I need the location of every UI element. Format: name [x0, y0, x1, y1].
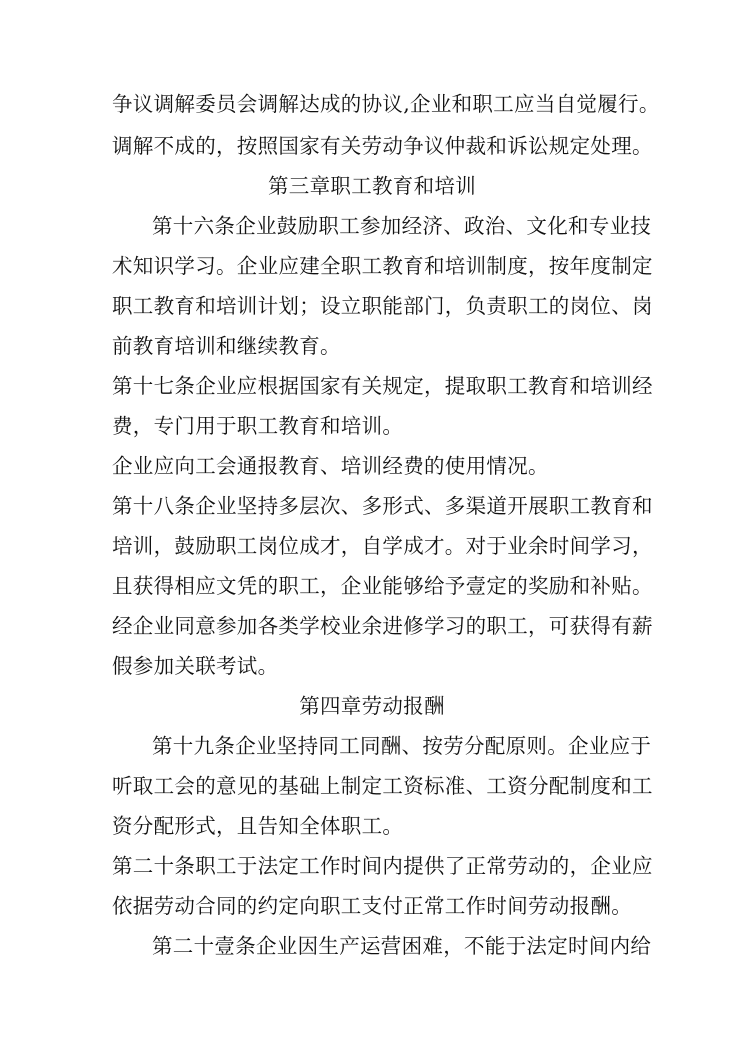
- text-line: 第二十壹条企业因生产运营困难，不能于法定时间内给: [152, 934, 652, 958]
- text-line: 调解不成的，按照国家有关劳动争议仲裁和诉讼规定处理。: [112, 134, 653, 158]
- text-line: 第十七条企业应根据国家有关规定，提取职工教育和培训经: [112, 374, 653, 398]
- text-line: 费，专门用于职工教育和培训。: [112, 414, 404, 438]
- text-line: 听取工会的意见的基础上制定工资标准、工资分配制度和工: [112, 774, 653, 798]
- text-line: 假参加关联考试。: [112, 654, 279, 678]
- text-line: 前教育培训和继续教育。: [112, 334, 341, 358]
- text-line: 且获得相应文凭的职工，企业能够给予壹定的奖励和补贴。: [112, 574, 653, 598]
- text-line: 第十九条企业坚持同工同酬、按劳分配原则。企业应于: [152, 734, 652, 758]
- text-line: 职工教育和培训计划；设立职能部门，负责职工的岗位、岗: [112, 294, 653, 318]
- text-line: 依据劳动合同的约定向职工支付正常工作时间劳动报酬。: [112, 894, 632, 918]
- text-line: 经企业同意参加各类学校业余进修学习的职工，可获得有薪: [112, 614, 653, 638]
- text-line: 企业应向工会通报教育、培训经费的使用情况。: [112, 454, 549, 478]
- text-line: 术知识学习。企业应建全职工教育和培训制度，按年度制定: [112, 254, 653, 278]
- chapter-heading: 第四章劳动报酬: [299, 694, 445, 718]
- text-line: 第二十条职工于法定工作时间内提供了正常劳动的，企业应: [112, 854, 653, 878]
- text-line: 争议调解委员会调解达成的协议,企业和职工应当自觉履行。: [112, 92, 660, 116]
- text-line: 培训，鼓励职工岗位成才，自学成才。对于业余时间学习，: [112, 534, 653, 558]
- text-line: 第十八条企业坚持多层次、多形式、多渠道开展职工教育和: [112, 494, 653, 518]
- text-line: 资分配形式，且告知全体职工。: [112, 814, 404, 838]
- chapter-heading: 第三章职工教育和培训: [268, 174, 476, 198]
- text-line: 第十六条企业鼓励职工参加经济、政治、文化和专业技: [152, 214, 652, 238]
